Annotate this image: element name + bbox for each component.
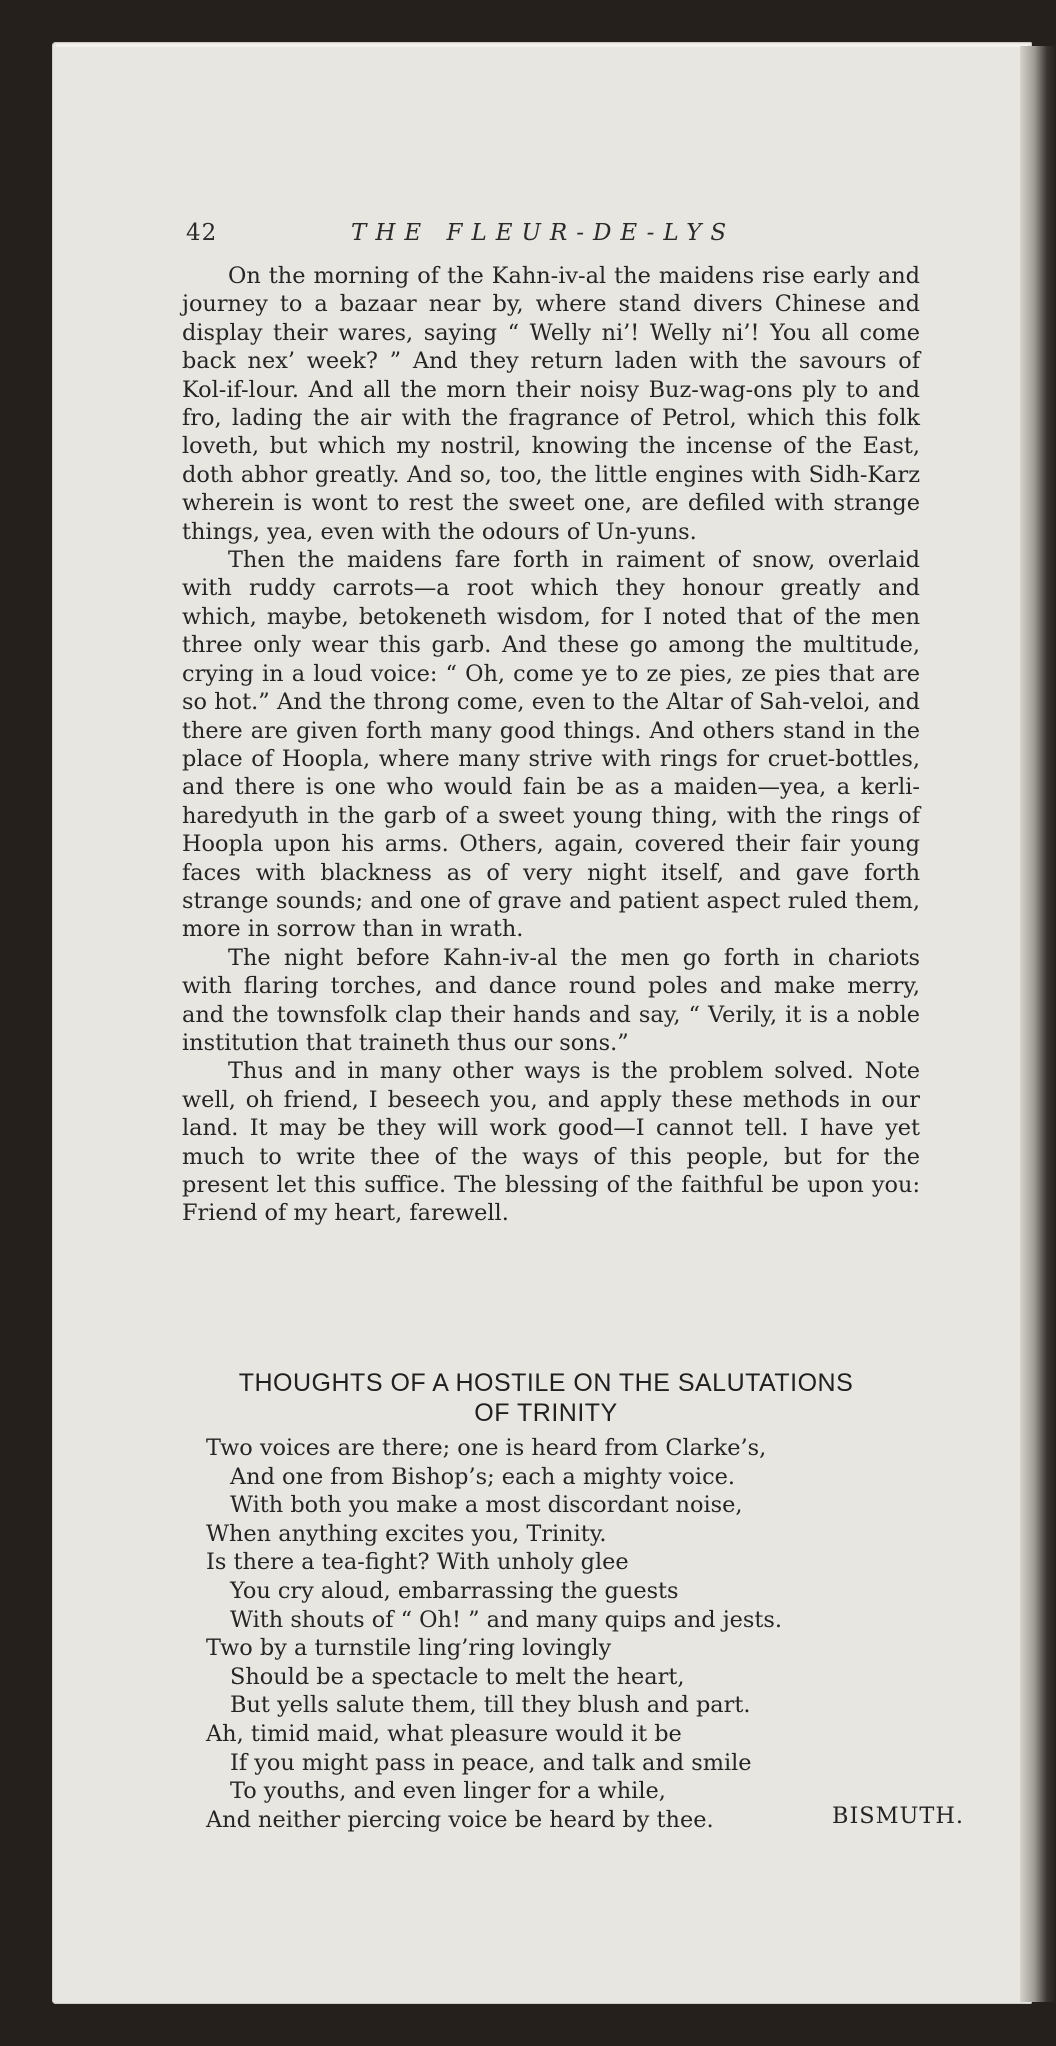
poem-line: Should be a spectacle to melt the heart,	[230, 1663, 685, 1690]
paragraph: The night before Kahn-iv-al the men go forth in chariots with flaring torches, and dance round poles and make merry, and the townsfolk clap their hands and say, “ Verily, it is a noble institution that traineth thus our sons.”	[182, 944, 920, 1056]
paragraph: On the morning of the Kahn-iv-al the maidens rise early and journey to a bazaar near by, where stand divers Chinese and display their wares, saying “ Welly ni’! Welly ni’! You all come back nex’ week? ” And they return laden with the savours of Kol-if-lour. And all the morn their noisy Buz-wag-ons ply to and fro, lading the air with the fragrance of Petrol, which this folk loveth, but which my nostril, knowing the incense of the East, doth abhor greatly. And so, too, the little engines with Sidh-Karz wherein is wont to rest the sweet one, are defiled with strange things, yea, even with the odours of Un-yuns.	[182, 263, 920, 545]
author-signature: BISMUTH.	[831, 1803, 964, 1829]
paragraph: Thus and in many other ways is the problem solved. Note well, oh friend, I beseech you, and apply these methods in our land. It may be they will work good—I cannot tell. I have yet much to write thee of the ways of this people, but for the present let this suffice. The blessing of the faithful be upon you: Friend of my heart, farewell.	[182, 1058, 920, 1227]
poem-line: If you might pass in peace, and talk and smile	[230, 1749, 752, 1776]
poem-line: To youths, and even linger for a while,	[230, 1778, 666, 1805]
poem-line: But yells salute them, till they blush and part.	[230, 1692, 751, 1719]
poem-line: Ah, timid maid, what pleasure would it be	[206, 1720, 682, 1747]
poem-line: You cry aloud, embarrassing the guests	[230, 1577, 679, 1604]
poem-line: Two by a turnstile ling’ring lovingly	[206, 1635, 612, 1662]
poem-body	[206, 1434, 1006, 1834]
poem-line: Two voices are there; one is heard from Clarke’s,	[206, 1435, 767, 1461]
journal-title: THE FLEUR-DE-LYS	[351, 220, 736, 246]
running-head	[186, 220, 786, 250]
poem-line: And one from Bishop’s; each a mighty voice.	[230, 1463, 735, 1490]
poem-title-line: THOUGHTS OF A HOSTILE ON THE SALUTATIONS	[238, 1369, 854, 1397]
poem-line: Is there a tea-fight? With unholy glee	[206, 1549, 629, 1576]
page-top-edge	[56, 44, 1028, 47]
poem-title	[176, 1368, 916, 1428]
poem-line: With shouts of “ Oh! ” and many quips and jests.	[230, 1606, 782, 1633]
article-body	[182, 262, 920, 1228]
page-number: 42	[186, 220, 218, 246]
poem-line: When anything excites you, Trinity.	[206, 1520, 607, 1547]
poem-title-line: OF TRINITY	[474, 1399, 618, 1427]
paragraph: Then the maidens fare forth in raiment of snow, overlaid with ruddy carrots—a root which they honour greatly and which, maybe, betokeneth wisdom, for I noted that of the men three only wear this garb. And these go among the multitude, crying in a loud voice: “ Oh, come ye to ze pies, ze pies that are so hot.” And the throng come, even to the Altar of Sah-veloi, and there are given forth many good things. And others stand in the place of Hoopla, where many strive with rings for cruet-bottles, and there is one who would fain be as a maiden—yea, a kerli-haredyuth in the garb of a sweet young thing, with the rings of Hoopla upon his arms. Others, again, covered their fair young faces with blackness as of very night itself, and gave forth strange sounds; and one of grave and patient aspect ruled them, more in sorrow than in wrath.	[182, 547, 920, 943]
poem-line: And neither piercing voice be heard by thee.	[206, 1806, 714, 1833]
page-edge-shadow	[1020, 46, 1056, 2002]
poem-line: With both you make a most discordant noise,	[230, 1492, 743, 1519]
